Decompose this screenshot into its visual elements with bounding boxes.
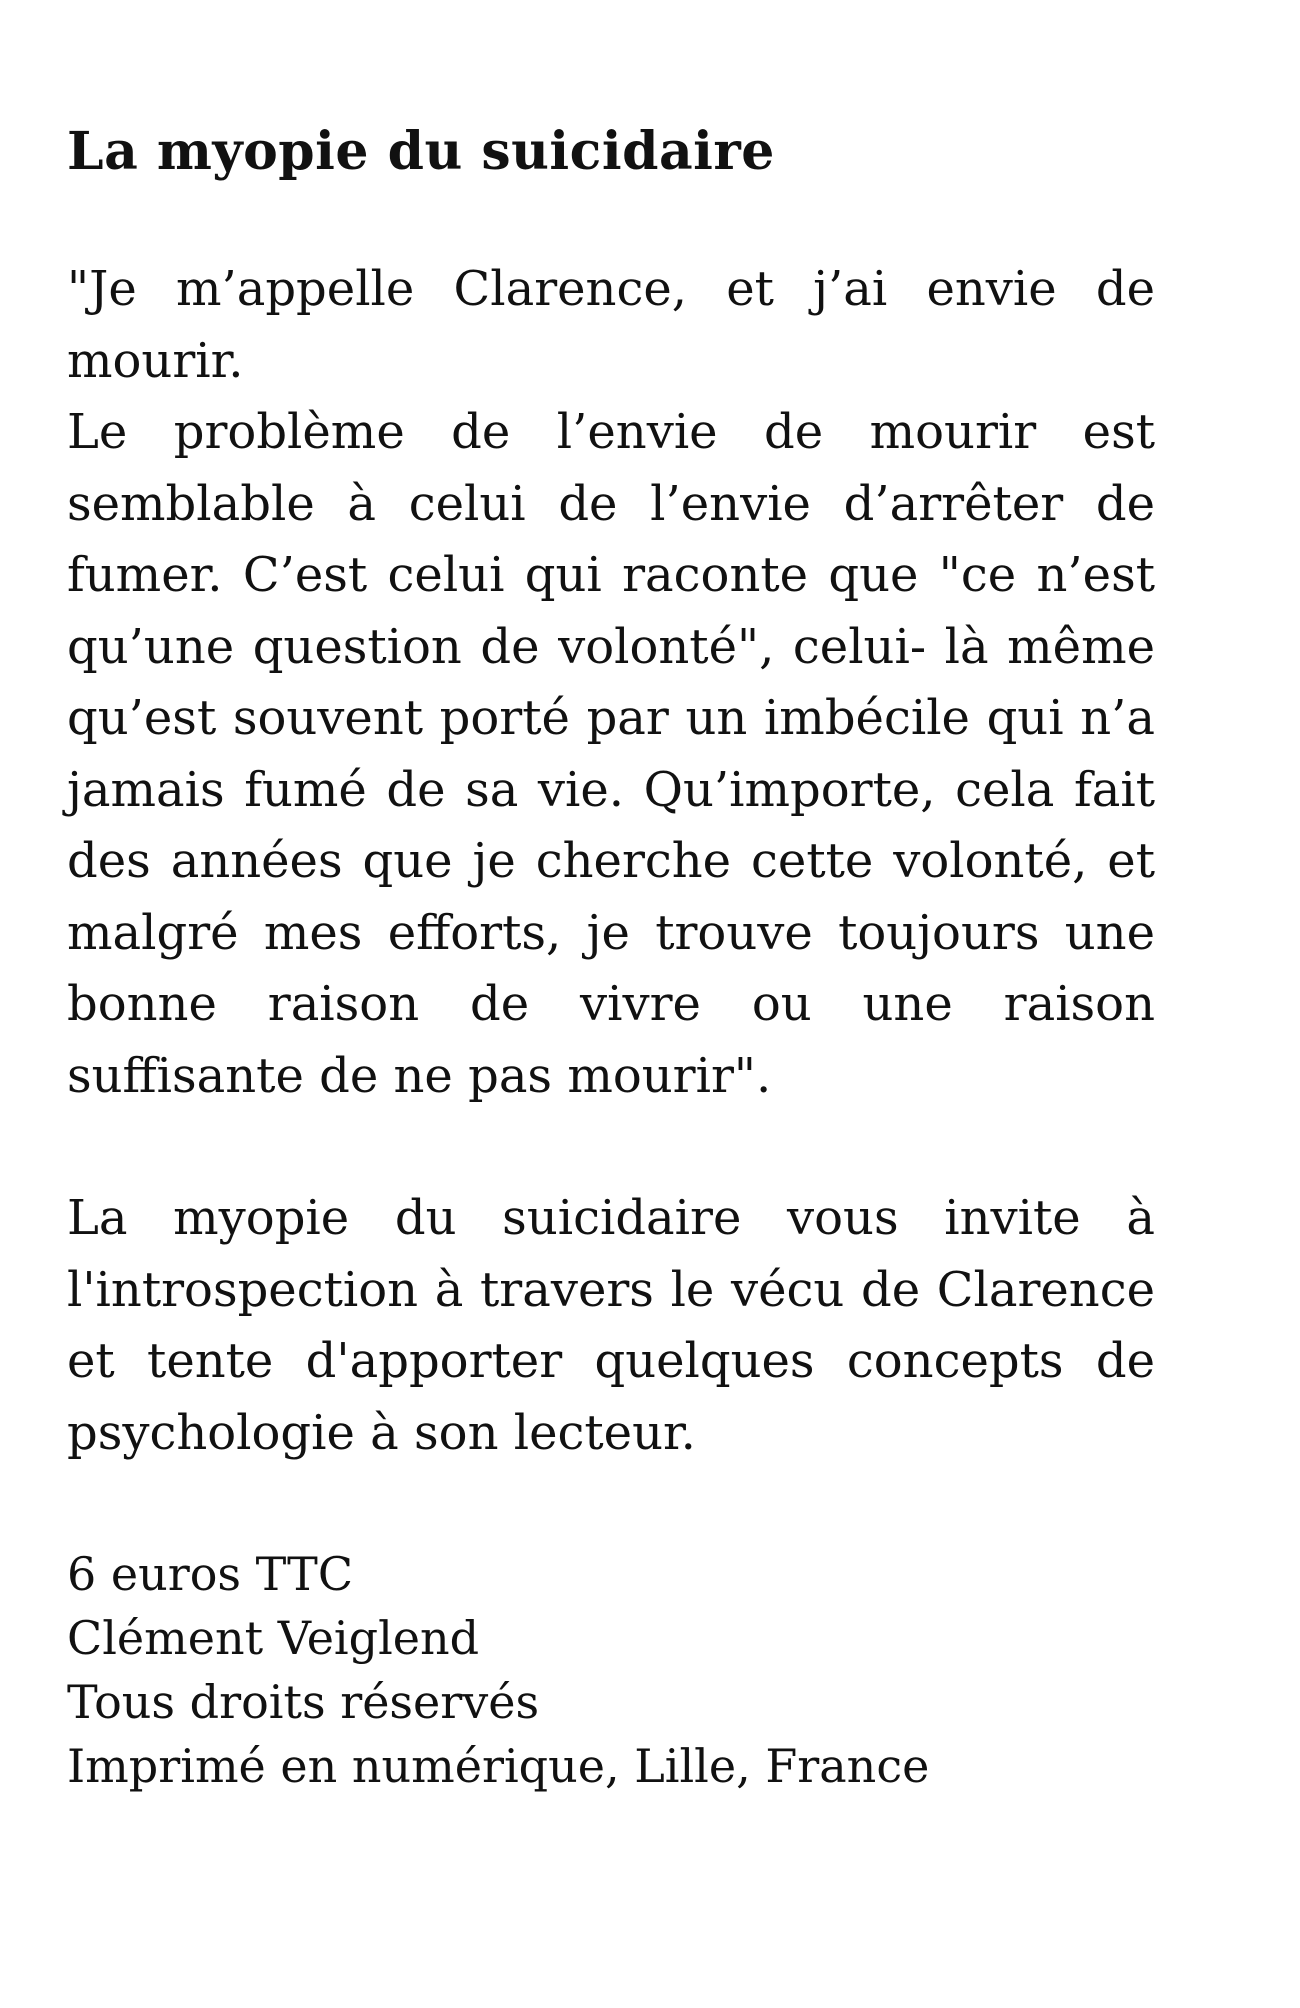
book-back-cover [67,112,1155,1798]
colophon [67,1542,1155,1798]
printing-info: Imprimé en numérique, Lille, France [67,1739,930,1793]
book-title: La myopie du suicidaire [67,121,775,182]
price-text: 6 euros TTC [67,1547,354,1601]
excerpt-paragraph [67,254,1155,1112]
blurb-paragraph: La myopie du suicidaire vous invite à l'introspection à travers le vécu de Clarence et tente d'apporter quelques concepts de psychologie à son lecteur. [67,1190,1155,1461]
author-name: Clément Veiglend [67,1611,480,1665]
excerpt-line-2: Le problème de l’envie de mourir est semblable à celui de l’envie d’arrêter de fumer. C’est celui qui raconte que "ce n’est qu’une question de volonté", celui- là même qu’est souvent porté par un imbécile qui n’a jamais fumé de sa vie. Qu’importe, cela fait des années que je cherche cette volonté, et malgré mes efforts, je trouve toujours une bonne raison de vivre ou une raison suffisante de ne pas mourir". [67,404,1155,1104]
excerpt-line-1: "Je m’appelle Clarence, et j’ai envie de mourir. [67,261,1155,389]
rights-text: Tous droits réservés [67,1675,540,1729]
